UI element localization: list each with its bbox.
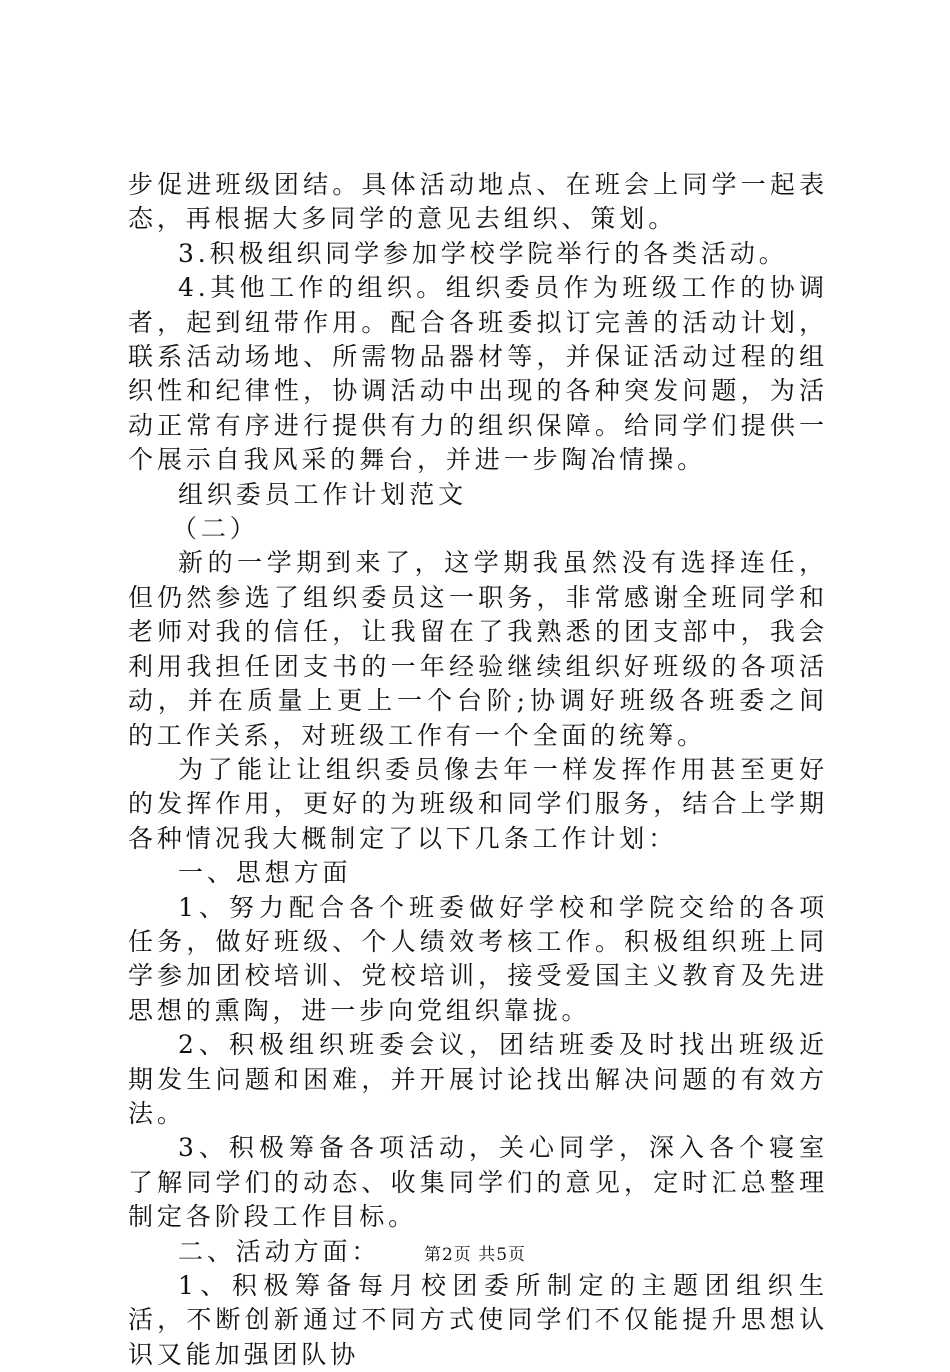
paragraph-item-3: 3.积极组织同学参加学校学院举行的各类活动。 (178, 238, 788, 268)
section-subtitle: （二） (172, 514, 259, 544)
document-body (128, 168, 828, 1372)
paragraph-continuation: 步促进班级团结。具体活动地点、在班会上同学一起表态，再根据大多同学的意见去组织、策划。 (128, 170, 828, 234)
paragraph-item-4: 4.其他工作的组织。组织委员作为班级工作的协调者，起到纽带作用。配合各班委拟订完善的活动计划，联系活动场地、所需物品器材等，并保证活动过程的组织性和纪律性，协调活动中出现的各种突发问题，为活动正常有序进行提供有力的组织保障。给同学们提供一个展示自我风采的舞台，并进一步陶冶情操。 (128, 273, 828, 475)
page-number-footer: 第2页 共5页 (423, 1245, 527, 1265)
section-title: 组织委员工作计划范文 (178, 479, 468, 509)
heading-activities: 二、活动方面： (178, 1236, 381, 1266)
ideology-item-1: 1、努力配合各个班委做好学校和学院交给的各项任务，做好班级、个人绩效考核工作。积极组织班上同学参加团校培训、党校培训，接受爱国主义教育及先进思想的熏陶，进一步向党组织靠拢。 (128, 892, 828, 1025)
paragraph-plan-intro: 为了能让让组织委员像去年一样发挥作用甚至更好的发挥作用，更好的为班级和同学们服务，结合上学期各种情况我大概制定了以下几条工作计划： (128, 754, 828, 853)
heading-ideology: 一、思想方面 (178, 858, 352, 888)
activities-item-1: 1、积极筹备每月校团委所制定的主题团组织生活，不断创新通过不同方式使同学们不仅能提升思想认识又能加强团队协 (128, 1271, 828, 1369)
ideology-item-2: 2、积极组织班委会议，团结班委及时找出班级近期发生问题和困难，并开展讨论找出解决问题的有效方法。 (128, 1030, 828, 1128)
paragraph-intro: 新的一学期到来了，这学期我虽然没有选择连任，但仍然参选了组织委员这一职务，非常感谢全班同学和老师对我的信任，让我留在了我熟悉的团支部中，我会利用我担任团支书的一年经验继续组织好班级的各项活动，并在质量上更上一个台阶;协调好班级各班委之间的工作关系，对班级工作有一个全面的统筹。 (128, 548, 828, 750)
ideology-item-3: 3、积极筹备各项活动，关心同学，深入各个寝室了解同学们的动态、收集同学们的意见，定时汇总整理制定各阶段工作目标。 (128, 1133, 828, 1232)
